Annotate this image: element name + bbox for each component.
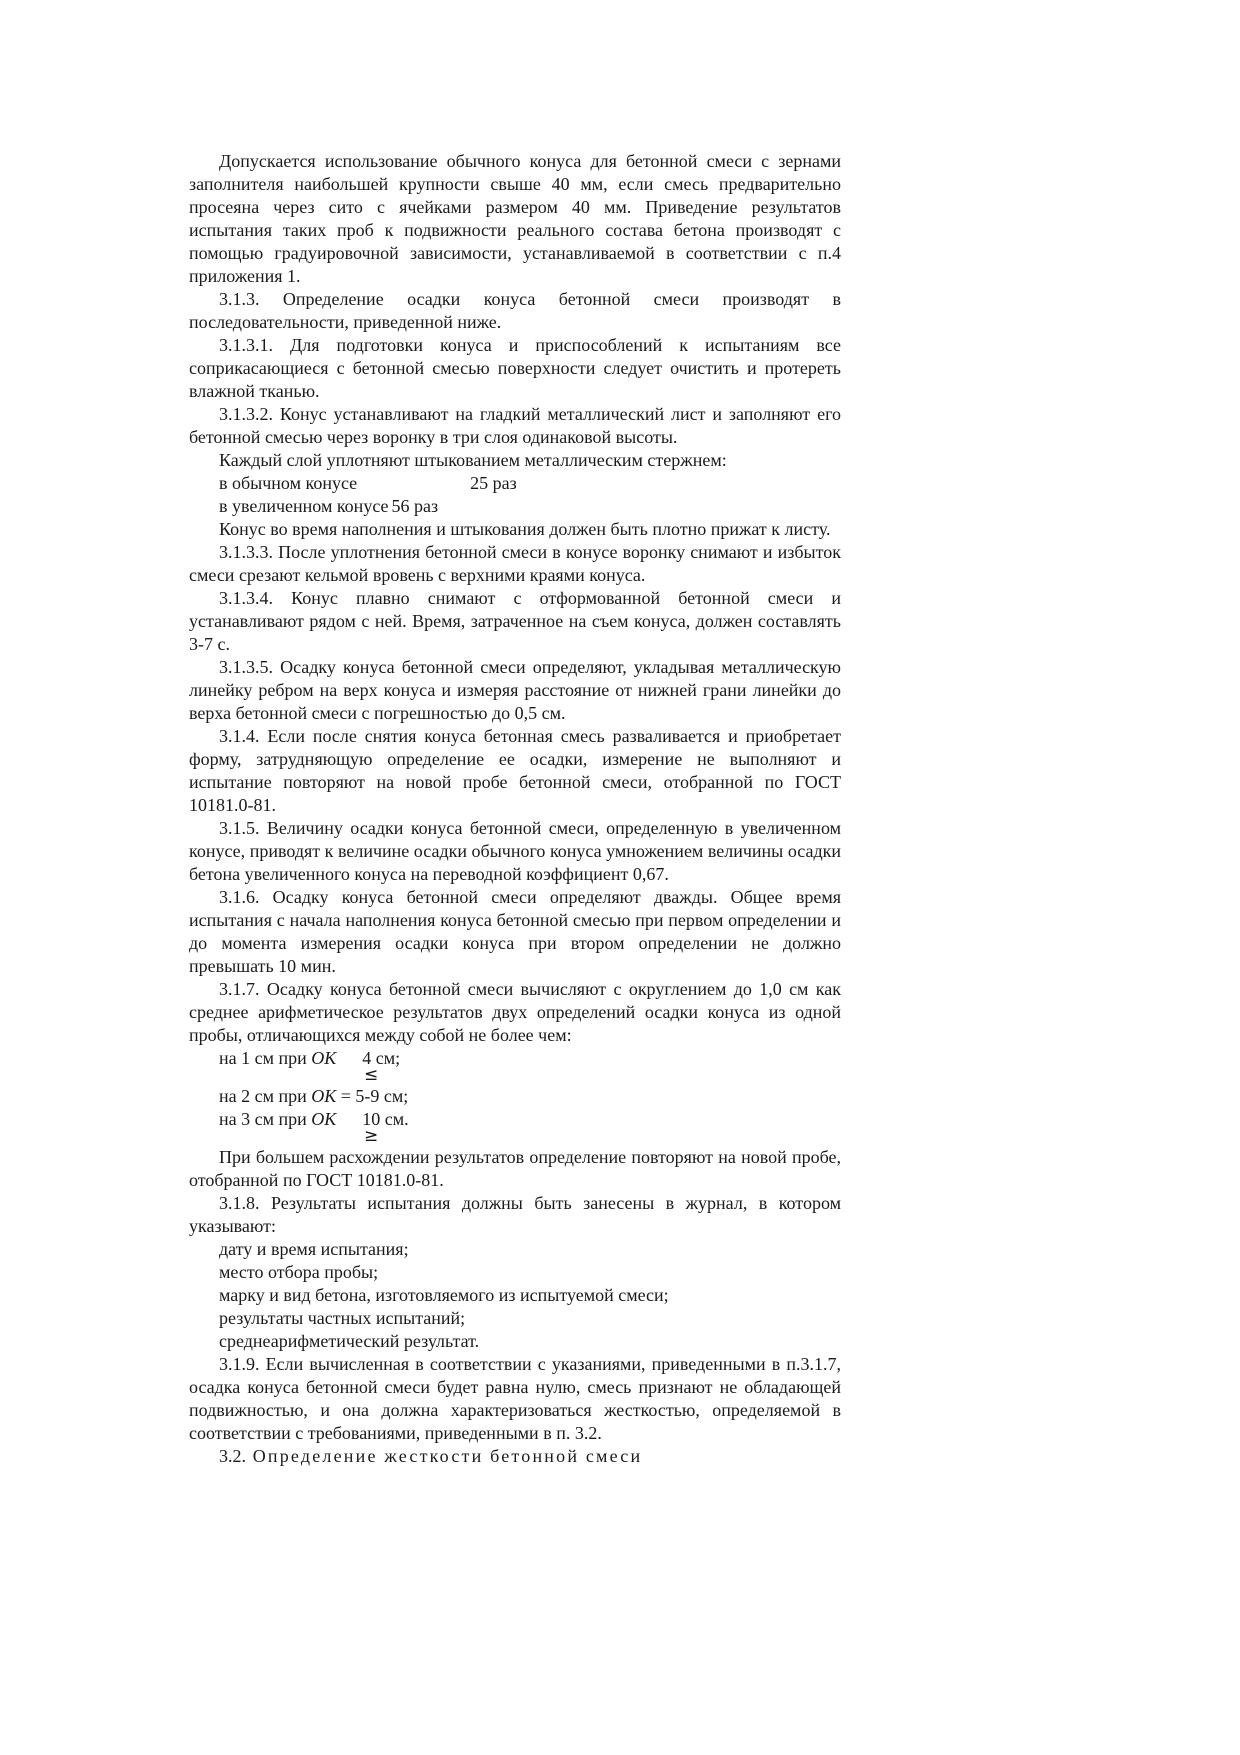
section-number: 3.2.	[219, 1446, 246, 1466]
rodding-normal-label: в обычном конусе	[219, 473, 358, 493]
document-page	[189, 150, 841, 1468]
rodding-enlarged-label: в увеличенном конусе	[219, 496, 389, 516]
list-item: марку и вид бетона, изготовляемого из испытуемой смеси;	[219, 1285, 669, 1305]
rodding-enlarged-cone	[189, 495, 841, 518]
rodding-enlarged-value: 56 раз	[391, 496, 439, 516]
paragraph-rodding-intro: Каждый слой уплотняют штыкованием металлическим стержнем:	[219, 450, 727, 470]
ok-variable: ОК	[311, 1086, 337, 1106]
section-heading	[189, 1445, 841, 1468]
list-item: результаты частных испытаний;	[219, 1308, 466, 1328]
tolerance-line-1: на 1 см при ОК 4 см; ≤	[219, 1048, 401, 1085]
list-item: среднеарифметический результат.	[219, 1331, 480, 1351]
paragraph-3-1-5: 3.1.5. Величину осадки конуса бетонной смеси, определенную в увеличенном конусе, приводят к величине осадки обычного конуса умножением величины осадки бетона увеличенного конуса на переводной коэффициент 0,67.	[189, 818, 841, 884]
tolerance-line-3: на 3 см при ОК 10 см. ≥	[219, 1109, 409, 1146]
paragraph-3-1-3-3: 3.1.3.3. После уплотнения бетонной смеси в конусе воронку снимают и избыток смеси срезают кельмой вровень с верхними краями конуса.	[189, 542, 841, 585]
ok-variable: ОК	[311, 1109, 337, 1129]
paragraph-3-1-4: 3.1.4. Если после снятия конуса бетонная смесь разваливается и приобретает форму, затрудняющую определение ее осадки, измерение не выполняют и испытание повторяют на новой пробе бетонной смеси, отобранной по ГОСТ 10181.0-81.	[189, 726, 841, 815]
greater-or-equal-symbol: ≥	[364, 1126, 379, 1146]
paragraph-3-1-3-2: 3.1.3.2. Конус устанавливают на гладкий металлический лист и заполняют его бетонной смесью через воронку в три слоя одинаковой высоты.	[189, 404, 841, 447]
list-item: место отбора пробы;	[219, 1262, 379, 1282]
paragraph-3-1-8: 3.1.8. Результаты испытания должны быть занесены в журнал, в котором указывают:	[189, 1193, 841, 1236]
paragraph-3-1-6: 3.1.6. Осадку конуса бетонной смеси определяют дважды. Общее время испытания с начала наполнения конуса бетонной смесью при первом определении и до момента измерения осадки конуса при втором определении не должно превышать 10 мин.	[189, 887, 841, 976]
less-or-equal-symbol: ≤	[364, 1065, 379, 1085]
paragraph-3-1-7: 3.1.7. Осадку конуса бетонной смеси вычисляют с округлением до 1,0 см как среднее арифметическое результатов двух определений осадки конуса из одной пробы, отличающихся между собой не более чем:	[189, 979, 841, 1045]
rodding-normal-value: 25 раз	[470, 473, 517, 493]
paragraph-repeat-test: При большем расхождении результатов определение повторяют на новой пробе, отобранной по ГОСТ 10181.0-81.	[189, 1147, 841, 1190]
section-title: Определение жесткости бетонной смеси	[252, 1446, 643, 1466]
paragraph-3-1-9: 3.1.9. Если вычисленная в соответствии с указаниями, приведенными в п.3.1.7, осадка конуса бетонной смеси будет равна нулю, смесь признают не обладающей подвижностью, и она должна характеризоваться жесткостью, определяемой в соответствии с требованиями, приведенными в п. 3.2.	[189, 1354, 841, 1443]
paragraph-3-1-3-5: 3.1.3.5. Осадку конуса бетонной смеси определяют, укладывая металлическую линейку ребром на верх конуса и измеряя расстояние от нижней грани линейки до верха бетонной смеси с погрешностью до 0,5 см.	[189, 657, 841, 723]
paragraph-3-1-3-1: 3.1.3.1. Для подготовки конуса и приспособлений к испытаниям все соприкасающиеся с бетонной смесью поверхности следует очистить и протереть влажной тканью.	[189, 335, 841, 401]
paragraph-cone-pressed: Конус во время наполнения и штыкования должен быть плотно прижат к листу.	[219, 519, 831, 539]
paragraph-3-1-3-4: 3.1.3.4. Конус плавно снимают с отформованной бетонной смеси и устанавливают рядом с ней. Время, затраченное на съем конуса, должен составлять 3-7 с.	[189, 588, 841, 654]
ok-variable: ОК	[311, 1048, 337, 1068]
list-item: дату и время испытания;	[219, 1239, 409, 1259]
rodding-normal-cone	[189, 472, 841, 495]
paragraph-small-cone-allowance: Допускается использование обычного конуса для бетонной смеси с зернами заполнителя наибольшей крупности свыше 40 мм, если смесь предварительно просеяна через сито с ячейками размером 40 мм. Приведение результатов испытания таких проб к подвижности реального состава бетона производят с помощью градуировочной зависимости, устанавливаемой в соответствии с п.4 приложения 1.	[189, 151, 841, 286]
tolerance-line-2: на 2 см при ОК = 5-9 см;	[219, 1086, 409, 1106]
paragraph-3-1-3: 3.1.3. Определение осадки конуса бетонной смеси производят в последовательности, приведенной ниже.	[189, 289, 841, 332]
